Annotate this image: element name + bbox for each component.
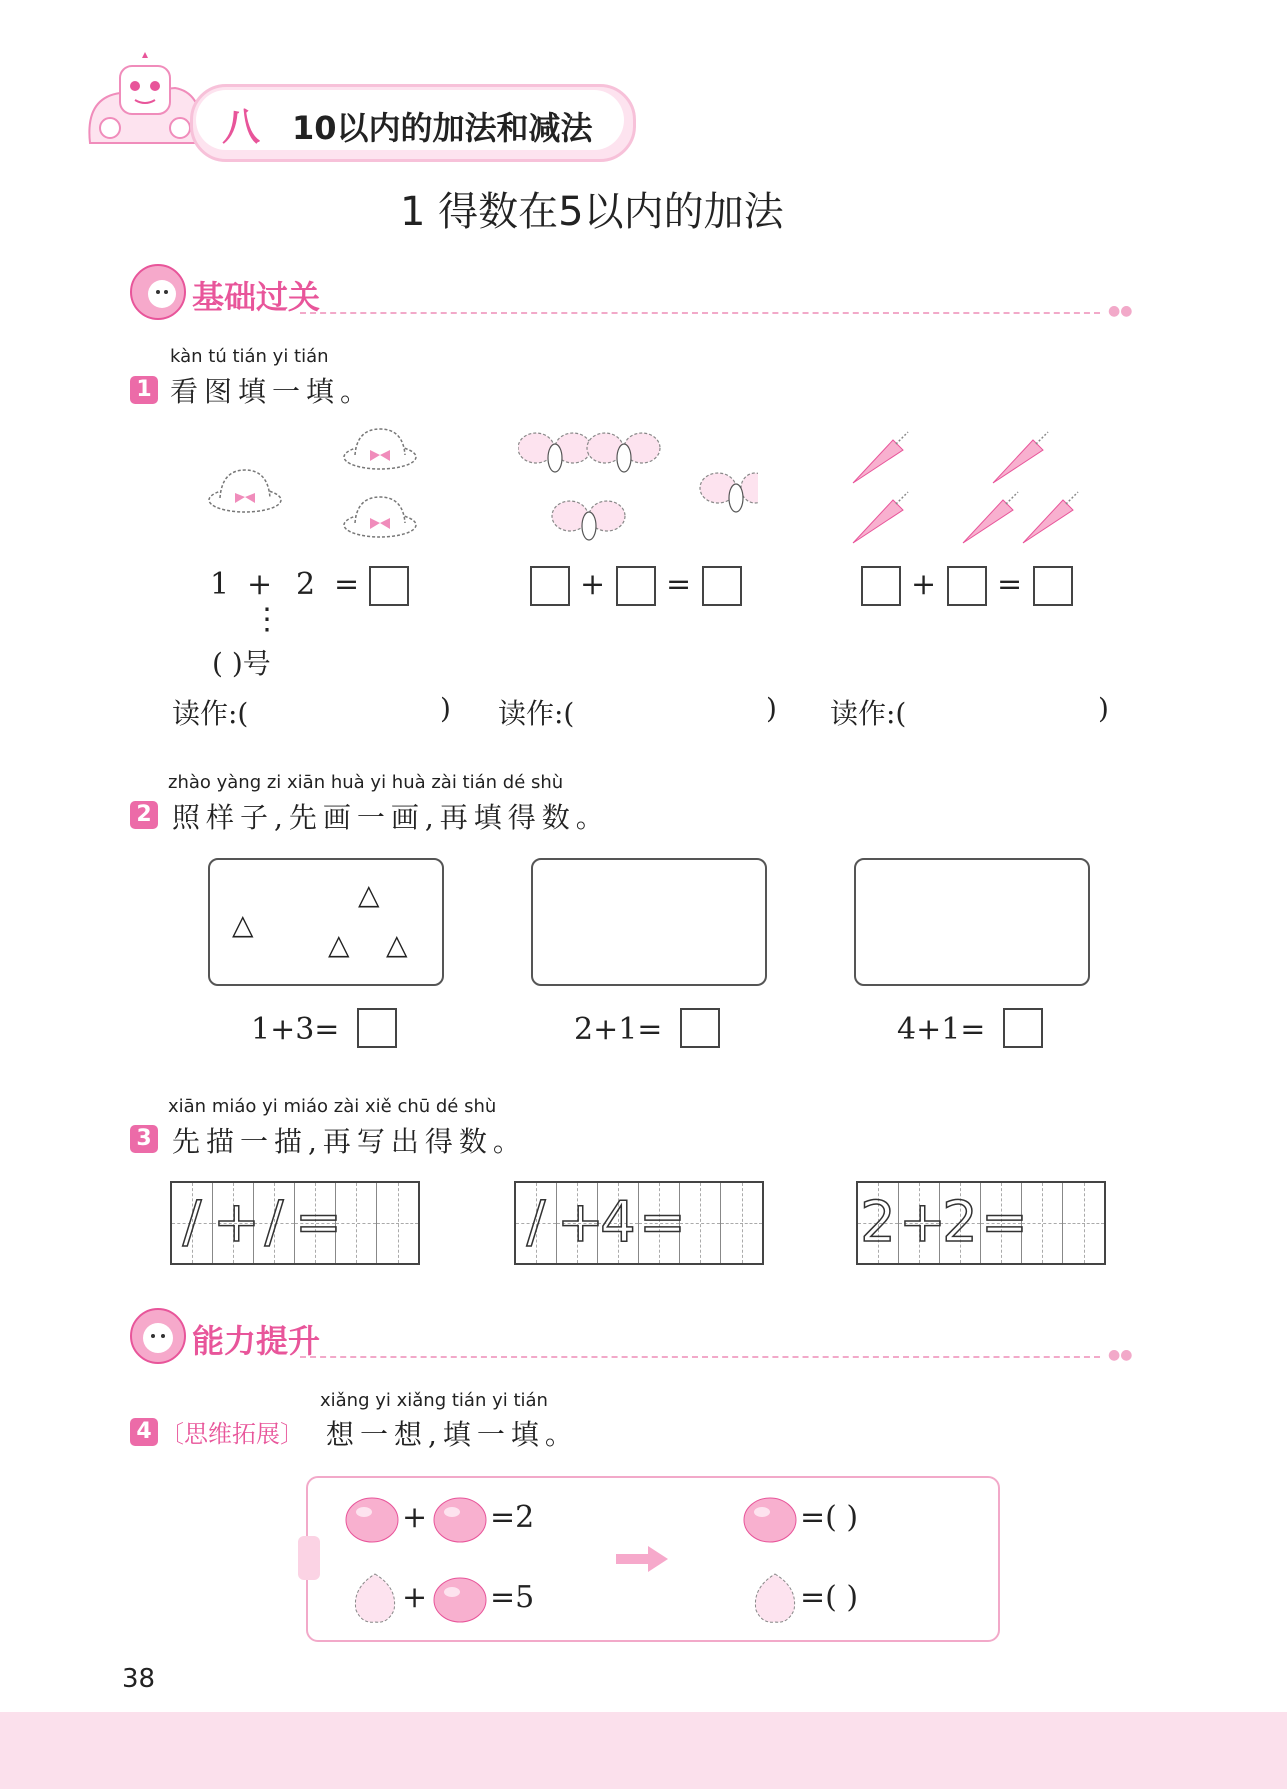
q4-row1-result: =2 bbox=[490, 1500, 535, 1535]
trace-glyph: / bbox=[526, 1190, 546, 1255]
q1-butterfly-equals: = bbox=[666, 567, 692, 602]
apple-icon bbox=[344, 1492, 400, 1544]
triangle-icon: △ bbox=[232, 908, 254, 941]
chapter-number: 八 bbox=[222, 105, 261, 149]
trace-glyph: = bbox=[639, 1190, 686, 1255]
q1-read-label-2: 读作:( bbox=[498, 697, 575, 730]
q3-grid-2[interactable] bbox=[514, 1181, 764, 1265]
grid-cell[interactable] bbox=[516, 1183, 557, 1263]
q4-number-badge: 4 bbox=[130, 1418, 158, 1446]
q1-carrot-plus: + bbox=[911, 567, 937, 602]
trace-glyph: = bbox=[295, 1190, 342, 1255]
arrow-right-icon bbox=[614, 1544, 670, 1574]
triangle-icon: △ bbox=[386, 928, 408, 961]
trace-glyph: 2 bbox=[942, 1190, 978, 1255]
trace-glyph: + bbox=[899, 1190, 946, 1255]
advanced-band-title: 能力提升 bbox=[192, 1322, 321, 1360]
girl-mascot-icon bbox=[128, 262, 188, 322]
q1-carrot-box-b[interactable] bbox=[947, 566, 987, 606]
trace-glyph: + bbox=[213, 1190, 260, 1255]
q2-sample-frame bbox=[208, 858, 444, 986]
hats-illustration bbox=[200, 425, 420, 550]
q4-pinyin: xiǎng yi xiǎng tián yi tián bbox=[320, 1390, 548, 1411]
peach-icon bbox=[350, 1570, 400, 1626]
q1-instruction: 看图填一填。 bbox=[170, 375, 375, 408]
section-title: 1 得数在5以内的加法 bbox=[400, 189, 784, 235]
q1-butterfly-box-b[interactable] bbox=[616, 566, 656, 606]
butterflies-illustration bbox=[518, 428, 758, 548]
q1-read-label-3: 读作:( bbox=[830, 697, 907, 730]
q1-read-close-1: ) bbox=[440, 692, 451, 725]
grid-cell[interactable] bbox=[1022, 1183, 1063, 1263]
carrots-illustration bbox=[848, 428, 1088, 548]
triangle-icon: △ bbox=[328, 928, 350, 961]
q1-expr1-b: 2 bbox=[296, 567, 316, 602]
q2-expr-1: 1+3= bbox=[251, 1012, 340, 1047]
decor-dots-icon: ●● bbox=[1108, 1347, 1133, 1363]
q2-expr-3: 4+1= bbox=[897, 1012, 986, 1047]
q1-expr1-equals: = bbox=[334, 567, 360, 602]
q3-pinyin: xiān miáo yi miáo zài xiě chū dé shù bbox=[168, 1096, 497, 1117]
q1-carrot-box-result[interactable] bbox=[1033, 566, 1073, 606]
q1-read-close-3: ) bbox=[1098, 692, 1109, 725]
q2-answer-box-2[interactable] bbox=[680, 1008, 720, 1048]
robot-mascot-icon bbox=[80, 48, 210, 158]
q4-row2-result: =5 bbox=[490, 1580, 535, 1615]
grid-cell[interactable] bbox=[295, 1183, 342, 1263]
q2-expr-2: 2+1= bbox=[574, 1012, 663, 1047]
q1-number-badge: 1 bbox=[130, 376, 158, 404]
grid-cell[interactable] bbox=[981, 1183, 1028, 1263]
triangle-icon: △ bbox=[358, 878, 380, 911]
grid-cell[interactable] bbox=[213, 1183, 260, 1263]
q4-instruction: 想一想,填一填。 bbox=[326, 1418, 579, 1451]
grid-cell[interactable] bbox=[899, 1183, 946, 1263]
q4-peach-answer[interactable]: =( ) bbox=[800, 1580, 859, 1615]
q1-blank-label: ( )号 bbox=[212, 647, 271, 680]
apple-icon bbox=[432, 1572, 488, 1624]
q2-draw-frame-2[interactable] bbox=[531, 858, 767, 986]
q1-expr1-plus: + bbox=[247, 567, 273, 602]
grid-cell[interactable] bbox=[254, 1183, 295, 1263]
trace-glyph: = bbox=[981, 1190, 1028, 1255]
grid-cell[interactable] bbox=[858, 1183, 899, 1263]
q2-answer-box-3[interactable] bbox=[1003, 1008, 1043, 1048]
page-number: 38 bbox=[122, 1664, 156, 1694]
peach-icon bbox=[750, 1570, 800, 1626]
q1-butterfly-plus: + bbox=[580, 567, 606, 602]
grid-cell[interactable] bbox=[172, 1183, 213, 1263]
q1-butterfly-box-a[interactable] bbox=[530, 566, 570, 606]
q4-row2-plus: + bbox=[402, 1580, 428, 1615]
trace-glyph: / bbox=[182, 1190, 202, 1255]
q3-instruction: 先描一描,再写出得数。 bbox=[172, 1125, 527, 1158]
q2-number-badge: 2 bbox=[130, 801, 158, 829]
grid-cell[interactable] bbox=[940, 1183, 981, 1263]
q1-read-close-2: ) bbox=[766, 692, 777, 725]
decor-dots-icon: ●● bbox=[1108, 303, 1133, 319]
q1-carrot-equals: = bbox=[997, 567, 1023, 602]
trace-glyph: + bbox=[557, 1190, 604, 1255]
q2-answer-box-1[interactable] bbox=[357, 1008, 397, 1048]
q1-expr1-a: 1 bbox=[210, 567, 230, 602]
grid-cell[interactable] bbox=[598, 1183, 639, 1263]
q1-carrot-box-a[interactable] bbox=[861, 566, 901, 606]
q1-dots: ⋮ bbox=[252, 602, 282, 637]
grid-cell[interactable] bbox=[680, 1183, 721, 1263]
q4-row1-plus: + bbox=[402, 1500, 428, 1535]
grid-cell[interactable] bbox=[639, 1183, 686, 1263]
q4-apple-answer[interactable]: =( ) bbox=[800, 1500, 859, 1535]
q3-grid-3[interactable] bbox=[856, 1181, 1106, 1265]
q1-butterfly-box-result[interactable] bbox=[702, 566, 742, 606]
grid-cell[interactable] bbox=[1063, 1183, 1104, 1263]
apple-icon bbox=[432, 1492, 488, 1544]
grid-cell[interactable] bbox=[721, 1183, 762, 1263]
q1-answer-box[interactable] bbox=[369, 566, 409, 606]
q1-read-label-1: 读作:( bbox=[172, 697, 249, 730]
chapter-title: 10以内的加法和减法 bbox=[292, 109, 593, 147]
q3-grid-1[interactable] bbox=[170, 1181, 420, 1265]
q3-number-badge: 3 bbox=[130, 1125, 158, 1153]
q1-pinyin: kàn tú tián yi tián bbox=[170, 346, 329, 367]
q2-draw-frame-3[interactable] bbox=[854, 858, 1090, 986]
grid-cell[interactable] bbox=[557, 1183, 604, 1263]
q2-pinyin: zhào yàng zi xiān huà yi huà zài tián dé shù bbox=[168, 772, 564, 793]
footer-band bbox=[0, 1712, 1287, 1789]
trace-glyph: 2 bbox=[860, 1190, 896, 1255]
basic-band-divider bbox=[300, 312, 1100, 314]
q4-panel-tab bbox=[298, 1536, 320, 1580]
basic-band-title: 基础过关 bbox=[192, 278, 321, 316]
q2-instruction: 照样子,先画一画,再填得数。 bbox=[172, 801, 610, 834]
q4-tag: 〔思维拓展〕 bbox=[160, 1420, 304, 1448]
apple-icon bbox=[742, 1492, 798, 1544]
monkey-mascot-icon bbox=[128, 1306, 188, 1366]
trace-glyph: / bbox=[264, 1190, 284, 1255]
grid-cell[interactable] bbox=[377, 1183, 418, 1263]
trace-glyph: 4 bbox=[600, 1190, 636, 1255]
advanced-band-divider bbox=[300, 1356, 1100, 1358]
grid-cell[interactable] bbox=[336, 1183, 377, 1263]
